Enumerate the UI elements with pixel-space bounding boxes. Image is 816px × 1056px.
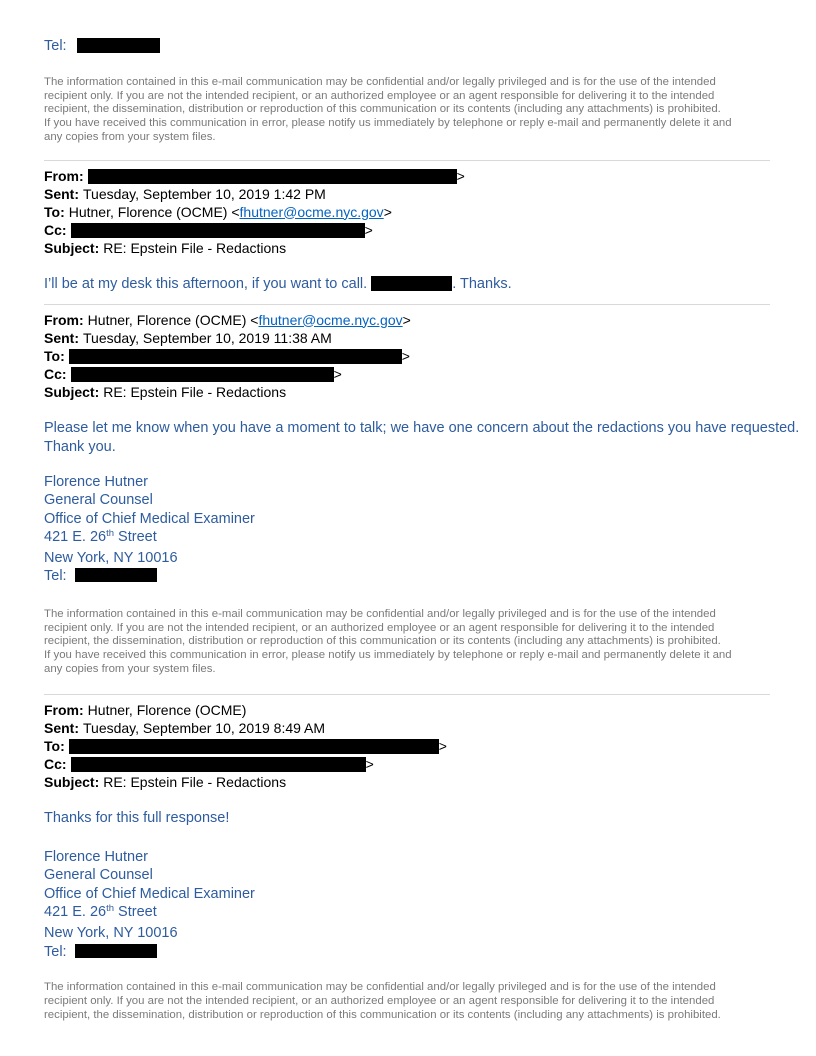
signature-name: Florence Hutner xyxy=(44,848,148,865)
body-text: Please let me know when you have a moment to talk; we have one concern about the redactions you have requested. xyxy=(44,419,800,436)
signature-street: 421 E. 26th Street xyxy=(44,903,157,921)
signature-org: Office of Chief Medical Examiner xyxy=(44,885,255,902)
body-text: Thanks for this full response! xyxy=(44,809,230,826)
redaction-bar xyxy=(69,739,439,754)
cc-line xyxy=(44,365,770,383)
angle-bracket: > xyxy=(456,167,465,184)
to-line xyxy=(44,737,770,755)
sent-value: Tuesday, September 10, 2019 8:49 AM xyxy=(83,719,326,736)
from-label: From: xyxy=(44,701,84,718)
disclaimer-line: any copies from your system files. xyxy=(44,662,216,675)
signature-tel-line xyxy=(44,943,770,962)
signature-tel-line xyxy=(44,567,770,586)
angle-bracket: > xyxy=(365,755,374,772)
to-line xyxy=(44,347,770,365)
email-1-body xyxy=(44,275,770,294)
angle-bracket: > xyxy=(402,311,411,328)
sent-line xyxy=(44,329,770,347)
redaction-bar xyxy=(371,276,452,291)
sent-value: Tuesday, September 10, 2019 1:42 PM xyxy=(83,185,326,202)
signature-city: New York, NY 10016 xyxy=(44,549,178,566)
sent-label: Sent: xyxy=(44,329,79,346)
body-text: Thank you. xyxy=(44,438,116,455)
redaction-bar xyxy=(71,757,366,772)
email-3-header xyxy=(44,701,770,791)
sent-label: Sent: xyxy=(44,185,79,202)
disclaimer-line: recipient only. If you are not the intended recipient, or an authorized employee or an agent responsible for delivering it to the intended xyxy=(44,994,715,1007)
subject-label: Subject: xyxy=(44,383,100,400)
subject-value: RE: Epstein File - Redactions xyxy=(103,383,287,400)
tel-label: Tel: xyxy=(44,38,67,54)
to-value: Hutner, Florence (OCME) < xyxy=(68,203,240,220)
signature-title: General Counsel xyxy=(44,492,153,509)
disclaimer-line: The information contained in this e-mail communication may be confidential and/or legally privileged and is for the use of the intended xyxy=(44,608,716,621)
redaction-bar xyxy=(69,349,402,364)
disclaimer-block xyxy=(44,608,770,677)
from-line xyxy=(44,701,770,719)
message-divider xyxy=(44,160,770,161)
redaction-bar xyxy=(75,944,157,958)
signature-title: General Counsel xyxy=(44,867,153,884)
disclaimer-block xyxy=(44,981,770,1022)
tel-label: Tel: xyxy=(44,943,67,960)
signature-block xyxy=(44,473,770,587)
from-value: Hutner, Florence (OCME) xyxy=(87,701,247,718)
cc-label: Cc: xyxy=(44,221,67,238)
angle-bracket: > xyxy=(333,365,342,382)
to-line xyxy=(44,203,770,221)
cc-label: Cc: xyxy=(44,755,67,772)
message-divider xyxy=(44,304,770,305)
redaction-bar xyxy=(88,169,457,184)
email-address-link[interactable]: fhutner@ocme.nyc.gov xyxy=(239,203,384,220)
sent-value: Tuesday, September 10, 2019 11:38 AM xyxy=(83,329,332,346)
email-3-body xyxy=(44,809,770,828)
from-value: Hutner, Florence (OCME) < xyxy=(87,311,259,328)
ordinal-superscript: th xyxy=(106,528,115,540)
body-text: . Thanks. xyxy=(452,275,512,292)
subject-value: RE: Epstein File - Redactions xyxy=(103,239,287,256)
email-address-link[interactable]: fhutner@ocme.nyc.gov xyxy=(258,311,403,328)
tel-label: Tel: xyxy=(44,568,67,585)
disclaimer-line: The information contained in this e-mail communication may be confidential and/or legally privileged and is for the use of the intended xyxy=(44,76,716,88)
redaction-bar xyxy=(71,367,334,382)
to-label: To: xyxy=(44,347,65,364)
disclaimer-line: If you have received this communication in error, please notify us immediately by telephone or reply e-mail and permanently delete it and xyxy=(44,117,732,130)
subject-label: Subject: xyxy=(44,239,100,256)
ordinal-superscript: th xyxy=(106,903,115,915)
signature-city: New York, NY 10016 xyxy=(44,924,178,941)
disclaimer-line: recipient, the dissemination, distribution or reproduction of this communication or its contents (including any attachments) is prohibited. xyxy=(44,1008,721,1021)
subject-line xyxy=(44,383,770,401)
subject-line xyxy=(44,239,770,257)
from-label: From: xyxy=(44,167,84,184)
subject-line xyxy=(44,773,770,791)
redaction-bar xyxy=(77,38,160,53)
angle-bracket: > xyxy=(383,203,392,220)
from-label: From: xyxy=(44,311,84,328)
to-label: To: xyxy=(44,203,65,220)
angle-bracket: > xyxy=(438,737,447,754)
from-line xyxy=(44,167,770,185)
signature-name: Florence Hutner xyxy=(44,473,148,490)
email-2-body xyxy=(44,419,800,457)
cc-line xyxy=(44,755,770,773)
from-line xyxy=(44,311,770,329)
disclaimer-line: recipient only. If you are not the intended recipient, or an authorized employee or an agent responsible for delivering it to the intended xyxy=(44,89,715,102)
cc-line xyxy=(44,221,770,239)
signature-org: Office of Chief Medical Examiner xyxy=(44,510,255,527)
sent-label: Sent: xyxy=(44,719,79,736)
disclaimer-line: recipient only. If you are not the intended recipient, or an authorized employee or an agent responsible for delivering it to the intended xyxy=(44,621,715,634)
disclaimer-line: recipient, the dissemination, distribution or reproduction of this communication or its contents (including any attachments) is prohibited. xyxy=(44,635,721,648)
subject-value: RE: Epstein File - Redactions xyxy=(103,773,287,790)
body-text: I’ll be at my desk this afternoon, if you want to call. xyxy=(44,275,372,292)
message-divider xyxy=(44,694,770,695)
sent-line xyxy=(44,719,770,737)
disclaimer-block xyxy=(44,76,770,145)
disclaimer-line: recipient, the dissemination, distribution or reproduction of this communication or its contents (including any attachments) is prohibited. xyxy=(44,103,721,116)
angle-bracket: > xyxy=(401,347,410,364)
disclaimer-line: If you have received this communication in error, please notify us immediately by telephone or reply e-mail and permanently delete it and xyxy=(44,649,732,662)
cc-label: Cc: xyxy=(44,365,67,382)
to-label: To: xyxy=(44,737,65,754)
disclaimer-line: any copies from your system files. xyxy=(44,130,216,143)
subject-label: Subject: xyxy=(44,773,100,790)
redaction-bar xyxy=(71,223,365,238)
disclaimer-line: The information contained in this e-mail communication may be confidential and/or legally privileged and is for the use of the intended xyxy=(44,981,716,994)
signature-street: 421 E. 26th Street xyxy=(44,528,157,546)
email-2-header xyxy=(44,311,770,401)
redaction-bar xyxy=(75,568,157,582)
signature-block xyxy=(44,848,770,962)
sent-line xyxy=(44,185,770,203)
top-tel-line xyxy=(44,37,770,55)
email-1-header xyxy=(44,167,770,257)
angle-bracket: > xyxy=(364,221,373,238)
